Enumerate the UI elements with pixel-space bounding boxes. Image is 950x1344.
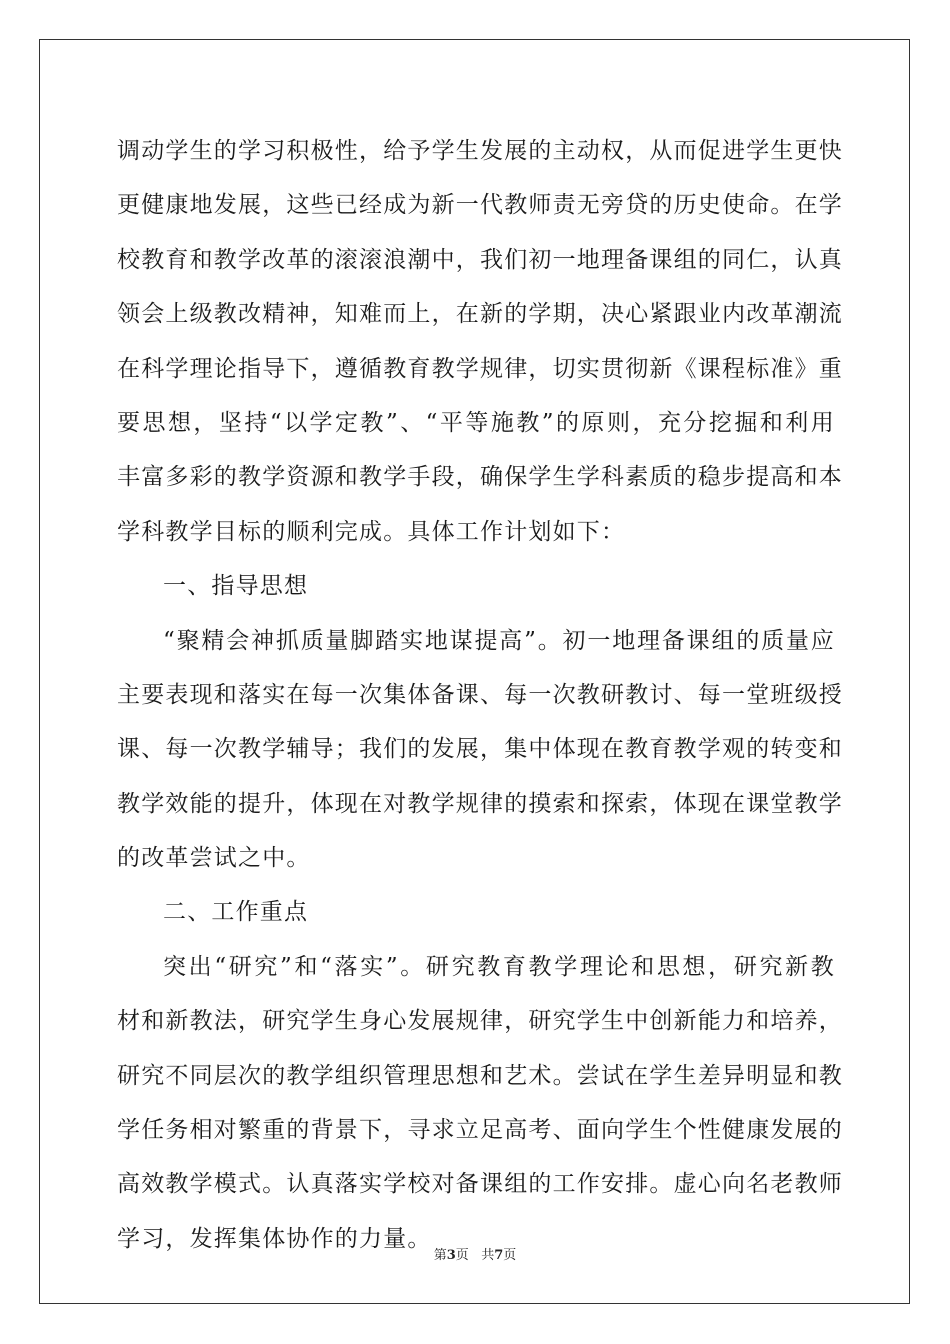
text-line: 要思想，坚持“以学定教”、“平等施教”的原则，充分挖掘和利用 bbox=[117, 409, 835, 436]
text-line: 学习，发挥集体协作的力量。 bbox=[117, 1225, 432, 1252]
document-body bbox=[117, 124, 843, 1266]
text-line: 二、工作重点 bbox=[163, 899, 309, 926]
footer-total-pages: 7 bbox=[494, 1248, 504, 1263]
page-footer bbox=[0, 1244, 950, 1263]
footer-total-suffix: 页 bbox=[503, 1248, 517, 1263]
text-line: 领会上级教改精神，知难而上，在新的学期，决心紧跟业内改革潮流 bbox=[117, 301, 843, 328]
text-line: 更健康地发展，这些已经成为新一代教师责无旁贷的历史使命。在学 bbox=[117, 192, 843, 219]
text-line: 在科学理论指导下，遵循教育教学规律，切实贯彻新《课程标准》重 bbox=[117, 355, 843, 382]
text-line: 的改革尝试之中。 bbox=[117, 845, 311, 872]
text-line: 一、指导思想 bbox=[163, 573, 309, 600]
text-line: 学科教学目标的顺利完成。具体工作计划如下： bbox=[117, 518, 626, 545]
footer-page-prefix: 第 bbox=[433, 1248, 447, 1263]
text-line: 校教育和教学改革的滚滚浪潮中，我们初一地理备课组的同仁，认真 bbox=[117, 246, 843, 273]
text-line: 课、每一次教学辅导；我们的发展，集中体现在教育教学观的转变和 bbox=[117, 736, 843, 763]
text-line: 调动学生的学习积极性，给予学生发展的主动权，从而促进学生更快 bbox=[117, 138, 843, 164]
text-line: 主要表现和落实在每一次集体备课、每一次教研教讨、每一堂班级授 bbox=[117, 681, 843, 708]
text-line: “聚精会神抓质量脚踏实地谋提高”。初一地理备课组的质量应 bbox=[163, 627, 835, 654]
text-line: 高效教学模式。认真落实学校对备课组的工作安排。虚心向名老教师 bbox=[117, 1171, 843, 1198]
text-line: 学任务相对繁重的背景下，寻求立足高考、面向学生个性健康发展的 bbox=[117, 1117, 843, 1144]
footer-total-prefix: 共 bbox=[481, 1248, 495, 1263]
text-line: 教学效能的提升，体现在对教学规律的摸索和探索，体现在课堂教学 bbox=[117, 790, 843, 817]
footer-page-suffix: 页 bbox=[455, 1248, 469, 1263]
text-line: 材和新教法，研究学生身心发展规律，研究学生中创新能力和培养， bbox=[117, 1008, 843, 1035]
text-line: 突出“研究”和“落实”。研究教育教学理论和思想，研究新教 bbox=[163, 953, 835, 980]
text-line: 丰富多彩的教学资源和教学手段，确保学生学科素质的稳步提高和本 bbox=[117, 464, 843, 491]
footer-page-number: 3 bbox=[446, 1248, 456, 1263]
text-line: 研究不同层次的教学组织管理思想和艺术。尝试在学生差异明显和教 bbox=[117, 1062, 843, 1089]
